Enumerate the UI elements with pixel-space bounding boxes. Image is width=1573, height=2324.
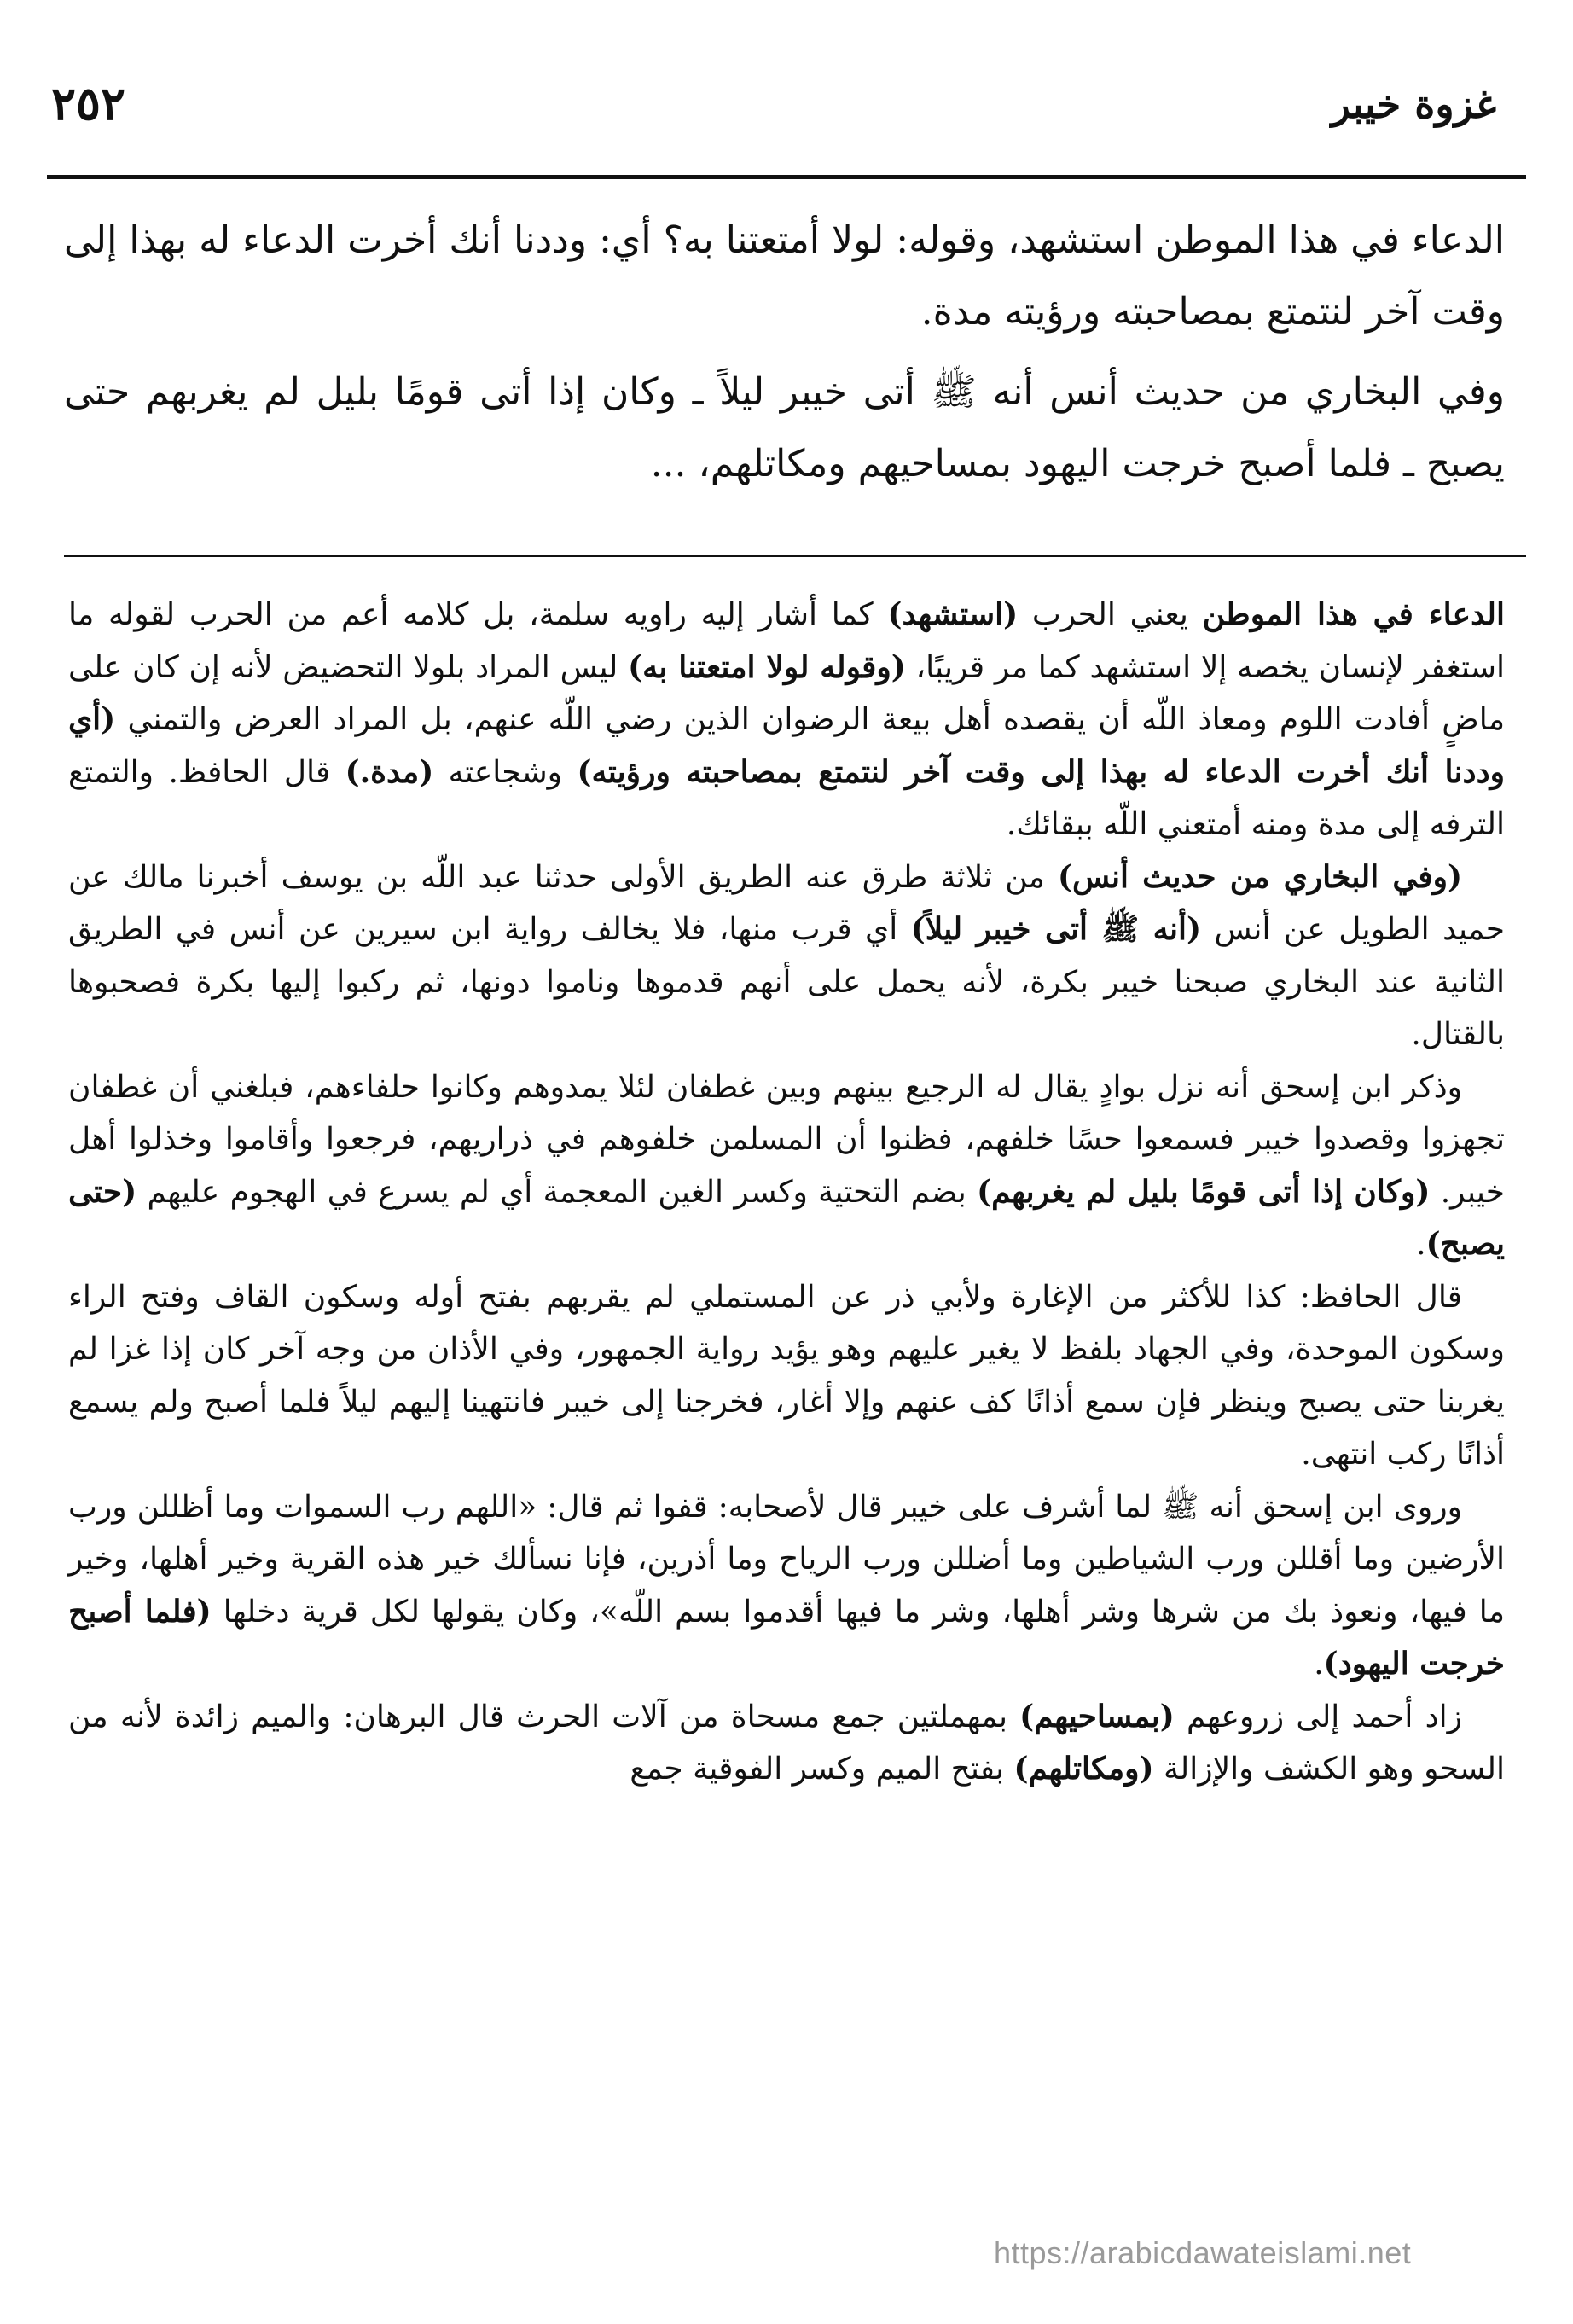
quoted-text: (وفي البخاري من حديث أنس) xyxy=(1058,858,1462,895)
quoted-text: الدعاء في هذا الموطن xyxy=(1202,596,1505,632)
commentary-text: وروى ابن إسحق أنه ﷺ لما أشرف على خيبر قال لأصحابه: قفوا ثم قال: «اللهم رب السموات وما أظللن ورب الأرضين وما أقللن ورب الشياطين وما أضللن ورب الرياح وما أذرين، فإنا نسألك خير هذه القرية وخير أهلها، وخير ما فيها، ونعوذ بك من شرها وشر أهلها، وشر ما فيها أقدموا بسم اللّه»، وكان يقولها لكل قرية دخلها xyxy=(68,1489,1505,1630)
commentary-paragraph xyxy=(68,1481,1505,1691)
commentary-paragraph xyxy=(68,1271,1505,1481)
page-header xyxy=(51,76,1496,149)
commentary-text: من ثلاثة طرق عنه الطريق الأولى حدثنا عبد اللّه بن يوسف أخبرنا مالك عن حميد الطويل عن أنس xyxy=(68,859,1505,947)
commentary-text: قال الحافظ: كذا للأكثر من الإغارة ولأبي ذر عن المستملي لم يقربهم بفتح أوله وسكون القاف وفتح الراء وسكون الموحدة، وفي الجهاد بلفظ لا يغير عليهم وهو يؤيد رواية الجمهور، وفي الأذان من وجه آخر كان إذا غزا لم يغربنا حتى يصبح وينظر فإن سمع أذانًا كف عنهم وإلا أغار، فخرجنا إلى خيبر فانتهينا إليهم ليلاً فلما أصبح ولم يسمع أذانًا ركب انتهى. xyxy=(68,1279,1505,1472)
commentary-text: أي قرب منها، فلا يخالف رواية ابن سيرين عن أنس في الطريق الثانية عند البخاري صبحنا خيبر بكرة، لأنه يحمل على أنهم قدموها وناموا دونها، ثم ركبوا إليها بكرة فصحبوها بالقتال. xyxy=(68,912,1505,1052)
quoted-text: (بمساحيهم) xyxy=(1019,1698,1175,1734)
commentary-text: . xyxy=(1314,1647,1324,1682)
commentary-section xyxy=(68,589,1505,1796)
quoted-text: (استشهد) xyxy=(887,596,1019,632)
main-paragraph: وفي البخاري من حديث أنس أنه ﷺ أتى خيبر ليلاً ـ وكان إذا أتى قومًا بليل لم يغربهم حتى يصبح ـ فلما أصبح خرجت اليهود بمساحيهم ومكاتلهم، ... xyxy=(64,370,1505,485)
commentary-text: ليس المراد بلولا التحضيض لأنه إن كان على ماضٍ أفادت اللوم ومعاذ اللّه أن يقصده أهل بيعة الرضوان الذين رضي اللّه عنهم، بل المراد العرض والتمني xyxy=(68,649,1505,737)
page-number: ٢٥٢ xyxy=(51,76,126,131)
commentary-paragraph xyxy=(68,1691,1505,1796)
chapter-title: غزوة خيبر xyxy=(1331,81,1496,127)
quoted-text: (فلما أصبح خرجت اليهود) xyxy=(68,1593,1505,1682)
quoted-text: (حتى يصبح) xyxy=(68,1173,1505,1262)
commentary-text: وذكر ابن إسحق أنه نزل بوادٍ يقال له الرجيع بينهم وبين غطفان لئلا يمدوهم وكانوا حلفاءهم، فبلغني أن غطفان تجهزوا وقصدوا خيبر فسمعوا حسًا خلفهم، فظنوا أن المسلمن خلفوهم في ذراريهم، فرجعوا وأقاموا وخذلوا أهل خيبر. xyxy=(68,1069,1506,1210)
commentary-paragraph xyxy=(68,851,1505,1061)
footnote-separator xyxy=(64,555,1526,557)
commentary-text: بفتح الميم وكسر الفوقية جمع xyxy=(630,1752,1014,1787)
commentary-text: وشجاعته xyxy=(433,754,578,790)
main-text xyxy=(64,205,1505,500)
commentary-paragraph xyxy=(68,1061,1505,1271)
quoted-text: (مدة.) xyxy=(345,753,434,790)
commentary-text: قال الحافظ. والتمتع الترفه إلى مدة ومنه أمتعني اللّه ببقائك. xyxy=(68,754,1505,842)
commentary-text: كما أشار إليه راويه سلمة، بل كلامه أعم من الحرب لقوله ما استغفر لإنسان يخصه إلا استشهد كما مر قريبًا، xyxy=(68,597,1505,685)
commentary-paragraph xyxy=(68,589,1505,851)
main-paragraph: الدعاء في هذا الموطن استشهد، وقوله: لولا أمتعتنا به؟ أي: وددنا أنك أخرت الدعاء له بهذا إلى وقت آخر لنتمتع بمصاحبته ورؤيته مدة. xyxy=(64,218,1505,334)
header-rule xyxy=(47,175,1526,179)
commentary-text: يعني الحرب xyxy=(1018,597,1203,632)
quoted-text: (وقوله لولا امتعتنا به) xyxy=(628,648,906,685)
quoted-text: (ومكاتلهم) xyxy=(1013,1751,1154,1787)
quoted-text: (أنه ﷺ أتى خيبر ليلاً) xyxy=(910,911,1202,947)
watermark-url: https://arabicdawateislami.net xyxy=(994,2235,1412,2270)
commentary-text: . xyxy=(1416,1227,1426,1262)
commentary-text: زاد أحمد إلى زروعهم xyxy=(1174,1699,1462,1734)
commentary-text: بضم التحتية وكسر الغين المعجمة أي لم يسرع في الهجوم عليهم xyxy=(136,1174,978,1210)
quoted-text: (وكان إذا أتى قومًا بليل لم يغربهم) xyxy=(977,1173,1431,1210)
quoted-text: (أي وددنا أنك أخرت الدعاء له بهذا إلى وقت آخر لنتمتع بمصاحبته ورؤيته) xyxy=(68,701,1505,790)
commentary-text: بمهملتين جمع مسحاة من آلات الحرث قال البرهان: والميم زائدة لأنه من السحو وهو الكشف والإزالة xyxy=(68,1699,1505,1787)
